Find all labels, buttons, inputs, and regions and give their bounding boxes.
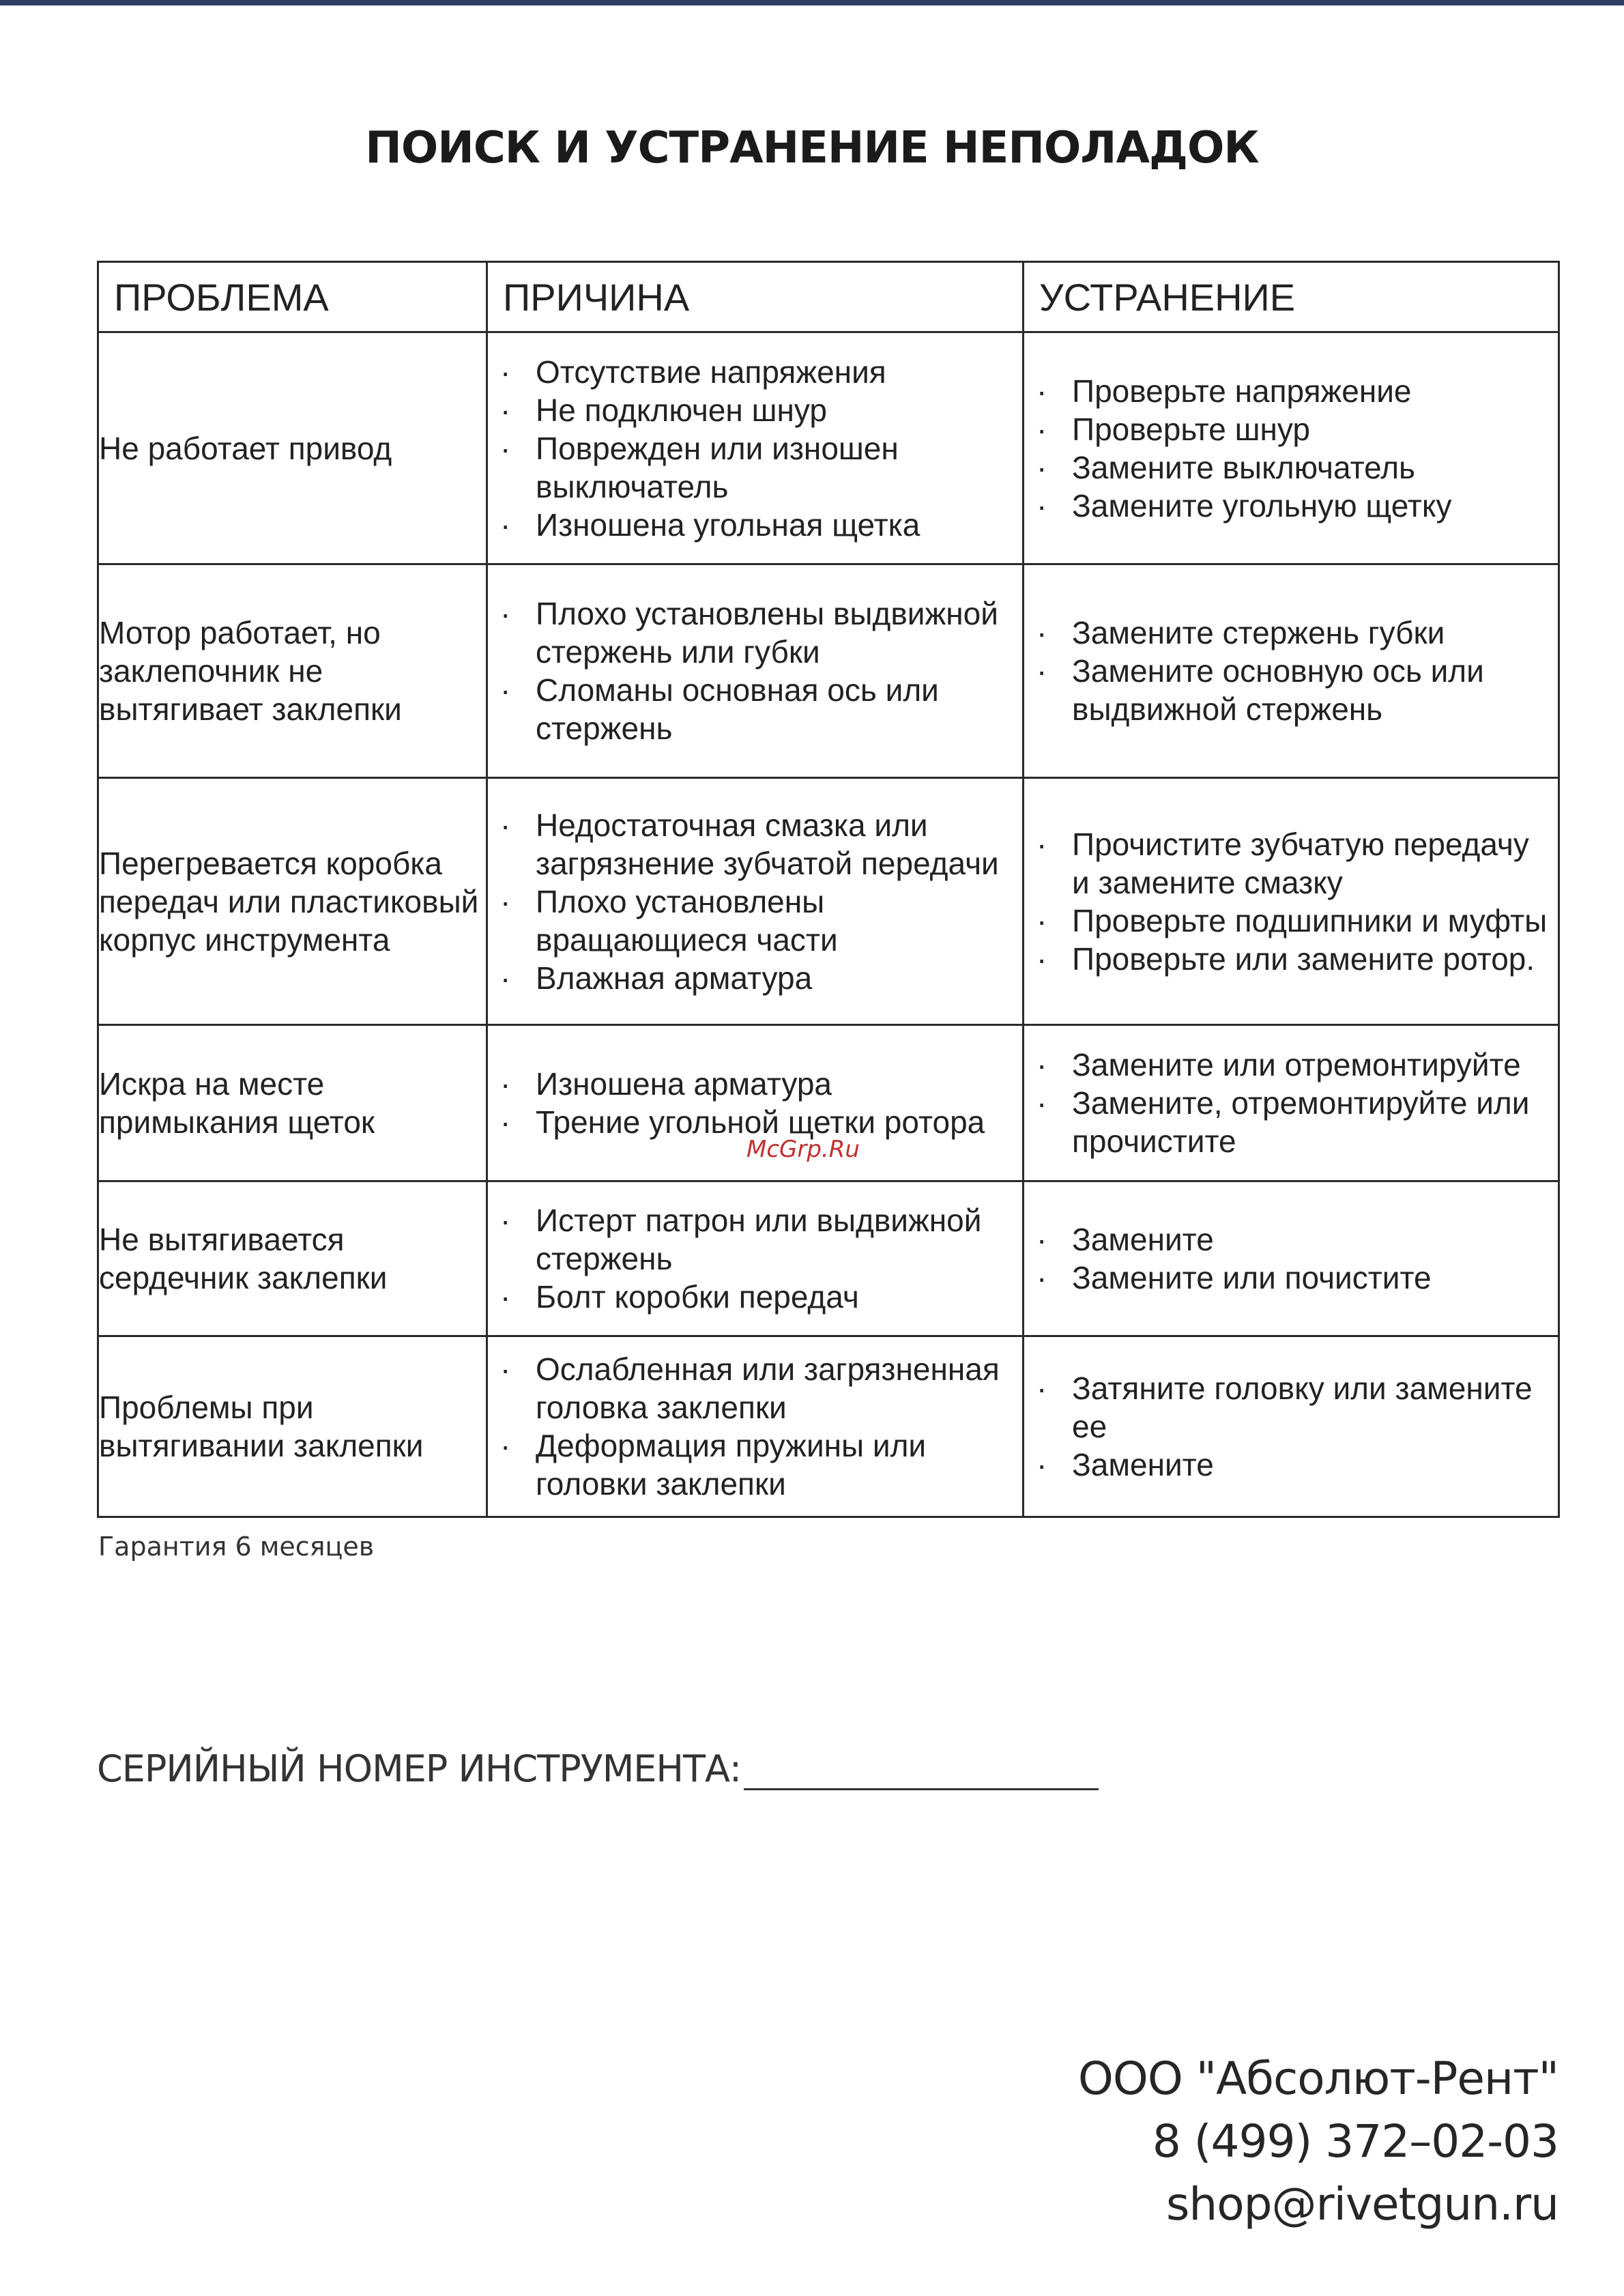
- cause-list: [488, 590, 1022, 751]
- fix-item: · Замените основную ось или выдвижной стержень: [1072, 652, 1550, 728]
- cause-item: · Изношена угольная щетка: [536, 506, 1014, 544]
- problem-cell: Искра на месте примыкания щеток: [98, 1025, 487, 1181]
- fix-item: · Замените, отремонтируйте или прочистите: [1072, 1084, 1550, 1160]
- fix-item: · Замените стержень губки: [1072, 614, 1550, 652]
- fix-item: · Замените: [1072, 1220, 1550, 1259]
- cause-item: · Плохо установлены выдвижной стержень или губки: [536, 594, 1014, 671]
- problem-cell: Мотор работает, но заклепочник не вытягивает заклепки: [98, 564, 487, 778]
- table-header-row: [98, 262, 1559, 332]
- cause-list: [488, 349, 1022, 548]
- top-border-line: [0, 0, 1624, 5]
- fix-item: · Затяните головку или замените ее: [1072, 1369, 1550, 1446]
- cause-item: · Сломаны основная ось или стержень: [536, 671, 1014, 747]
- problem-cell: Не вытягивается сердечник заклепки: [98, 1181, 487, 1336]
- fix-list: [1024, 1216, 1558, 1301]
- fix-item: · Проверьте напряжение: [1072, 372, 1550, 410]
- fix-item: · Замените или отремонтируйте: [1072, 1046, 1550, 1084]
- contact-block: [1078, 2048, 1558, 2236]
- cause-item: · Истерт патрон или выдвижной стержень: [536, 1201, 1014, 1278]
- fix-cell: [1024, 1181, 1559, 1336]
- fix-cell: [1024, 778, 1559, 1025]
- cause-cell: [487, 1181, 1024, 1336]
- page-title: ПОИСК И УСТРАНЕНИЕ НЕПОЛАДОК: [365, 123, 1259, 173]
- fix-list: [1024, 368, 1558, 529]
- serial-number-blank-line: [744, 1753, 1099, 1790]
- fix-cell: [1024, 332, 1559, 564]
- cause-list: [488, 1346, 1022, 1507]
- cause-item: · Болт коробки передач: [536, 1278, 1014, 1316]
- header-cause: ПРИЧИНА: [487, 262, 1024, 332]
- cause-list: [488, 1197, 1022, 1320]
- fix-item: · Замените: [1072, 1446, 1550, 1484]
- table-row: [98, 332, 1559, 564]
- problem-cell: Не работает привод: [98, 332, 487, 564]
- watermark: McGrp.Ru: [746, 1136, 860, 1163]
- cause-item: · Ослабленная или загрязненная головка заклепки: [536, 1350, 1014, 1426]
- header-fix: УСТРАНЕНИЕ: [1024, 262, 1559, 332]
- fix-list: [1024, 1365, 1558, 1488]
- cause-item: · Влажная арматура: [536, 959, 1014, 997]
- cause-item: · Трение угольной щетки ротора: [536, 1103, 1014, 1141]
- guarantee-note: Гарантия 6 месяцев: [98, 1532, 375, 1562]
- header-problem: ПРОБЛЕМА: [98, 262, 487, 332]
- fix-item: · Замените или почистите: [1072, 1259, 1550, 1297]
- fix-cell: [1024, 1025, 1559, 1181]
- cause-item: · Не подключен шнур: [536, 391, 1014, 429]
- cause-cell: [487, 778, 1024, 1025]
- cause-cell: [487, 564, 1024, 778]
- cause-item: · Недостаточная смазка или загрязнение зубчатой передачи: [536, 806, 1014, 882]
- cause-item: · Отсутствие напряжения: [536, 353, 1014, 391]
- phone-number: 8 (499) 372–02-03: [1152, 2115, 1558, 2168]
- fix-list: [1024, 609, 1558, 732]
- fix-cell: [1024, 1336, 1559, 1517]
- fix-item: · Прочистите зубчатую передачу и замените смазку: [1072, 825, 1550, 902]
- fix-item: · Проверьте подшипники и муфты: [1072, 902, 1550, 940]
- problem-cell: Перегревается коробка передач или пластиковый корпус инструмента: [98, 778, 487, 1025]
- troubleshooting-table: [97, 261, 1560, 1518]
- cause-item: · Деформация пружины или головки заклепки: [536, 1426, 1014, 1503]
- fix-item: · Проверьте или замените ротор.: [1072, 940, 1550, 978]
- serial-number-field: [97, 1747, 1099, 1790]
- cause-item: · Поврежден или изношен выключатель: [536, 429, 1014, 506]
- table-row: [98, 564, 1559, 778]
- email-address: shop@rivetgun.ru: [1165, 2178, 1558, 2230]
- fix-item: · Замените выключатель: [1072, 448, 1550, 487]
- cause-item: · Изношена арматура: [536, 1065, 1014, 1103]
- cause-list: [488, 1061, 1022, 1145]
- fix-list: [1024, 1042, 1558, 1164]
- cause-item: · Плохо установлены вращающиеся части: [536, 882, 1014, 959]
- fix-item: · Замените угольную щетку: [1072, 487, 1550, 525]
- table-row: [98, 1336, 1559, 1517]
- cause-cell: [487, 1336, 1024, 1517]
- table-row: [98, 1181, 1559, 1336]
- table-row: [98, 778, 1559, 1025]
- problem-cell: Проблемы при вытягивании заклепки: [98, 1336, 487, 1517]
- company-name: ООО "Абсолют-Рент": [1077, 2052, 1558, 2105]
- fix-list: [1024, 821, 1558, 982]
- fix-cell: [1024, 564, 1559, 778]
- fix-item: · Проверьте шнур: [1072, 410, 1550, 448]
- cause-list: [488, 802, 1022, 1001]
- cause-cell: [487, 332, 1024, 564]
- serial-number-label: СЕРИЙНЫЙ НОМЕР ИНСТРУМЕНТА:: [97, 1747, 742, 1790]
